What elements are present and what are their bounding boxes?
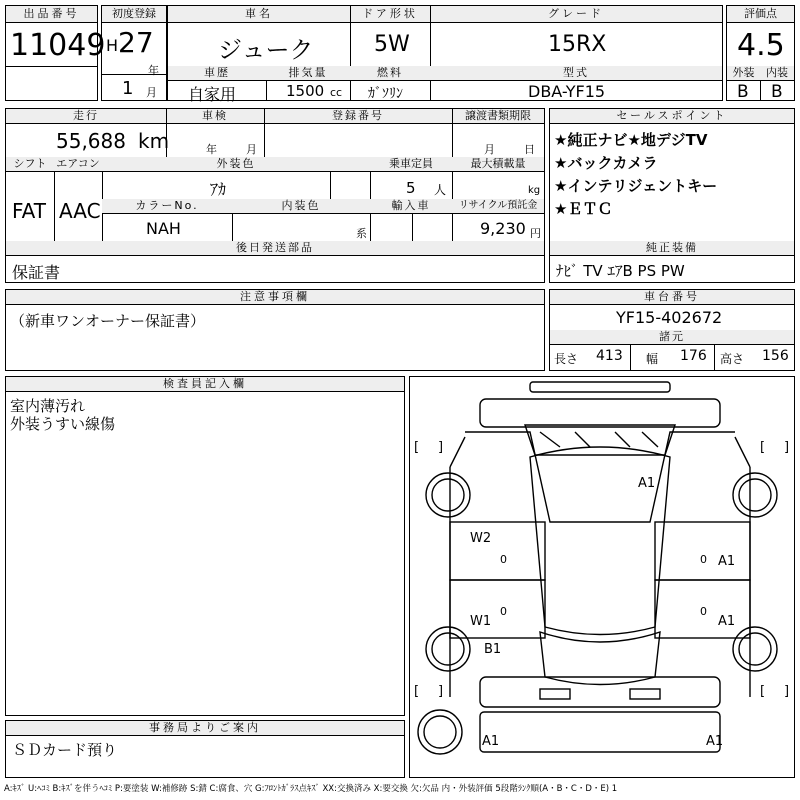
sales-label: セールスポイント [550, 109, 794, 124]
inspector-box [5, 376, 405, 716]
mileage-unit: km [138, 129, 170, 153]
equip-label: 純正装備 [550, 241, 794, 255]
office-box [5, 720, 405, 778]
grade: 15RX [548, 32, 607, 57]
car-name: ジューク [218, 36, 314, 64]
later-label: 後日発送部品 [6, 241, 544, 255]
car-box [167, 5, 723, 104]
notes-label: 注意事項欄 [6, 290, 544, 305]
bracket-right: ] [438, 684, 444, 699]
chassis-number: YF15-402672 [616, 308, 723, 327]
first-reg-box [101, 5, 167, 101]
exterior-grade: B [737, 82, 749, 102]
mark-w1: W1 [470, 614, 492, 629]
exterior-label: 外装 [727, 66, 760, 80]
inspection-label: 車検 [166, 109, 264, 123]
dims-label: 諸元 [550, 330, 794, 344]
history-label: 車歴 [168, 66, 266, 80]
mark-b1: B1 [484, 642, 502, 657]
shift: FAT [12, 199, 47, 223]
width-value: 176 [680, 348, 707, 364]
score-box [726, 5, 795, 101]
mark-zero: 0 [700, 605, 707, 618]
lot-number: 11049 [10, 28, 106, 63]
bracket-left: [ [760, 440, 766, 455]
recycle-unit: 円 [530, 227, 541, 240]
inspection-month-unit: 月 [246, 143, 257, 156]
transfer-label: 譲渡書類期限 [452, 109, 544, 123]
color-number: NAH [146, 219, 181, 238]
bracket-right: ] [784, 440, 790, 455]
aircon: AAC [59, 199, 101, 223]
score: 4.5 [737, 28, 785, 63]
recycle-fee: 9,230 [480, 219, 526, 238]
damage-diagram [409, 376, 795, 778]
sales-box [549, 108, 795, 283]
interior-label: 内装 [760, 66, 794, 80]
mileage: 55,688 [56, 129, 126, 153]
regno-label: 登録番号 [264, 109, 452, 123]
notes-box [5, 289, 545, 371]
legend: A:ｷｽﾞ U:ﾍｺﾐ B:ｷｽﾞを伴うﾍｺﾐ P:要塗装 W:補修跡 S:錆 C:腐食、穴 G:ﾌﾛﾝﾄｶﾞﾗｽ点ｷｽﾞ XX:交換済み X:要交換 欠:欠品 内・外装評価 5段階ﾗﾝｸ順(A・B・C・D・E) 1 [4, 784, 618, 794]
mark-right-rear: A1 [718, 614, 736, 629]
sales-item: ★インテリジェントキー [554, 177, 718, 195]
length-value: 413 [596, 348, 623, 364]
chassis-label: 車台番号 [550, 290, 794, 305]
lot-label: 出品番号 [6, 6, 97, 23]
sales-item: ★ＥＴＣ [554, 200, 613, 218]
chassis-box [549, 289, 795, 371]
displacement-label: 排気量 [266, 66, 350, 80]
sales-item: ★純正ナビ★地デジTV [554, 131, 708, 149]
fuel: ｶﾞｿﾘﾝ [368, 86, 403, 102]
transfer-day-unit: 日 [524, 143, 535, 156]
mark-zero: 0 [500, 553, 507, 566]
mark-bumper-left: A1 [482, 734, 500, 749]
history: 自家用 [188, 85, 237, 104]
bracket-right: ] [784, 684, 790, 699]
interior-grade: B [771, 82, 783, 102]
bracket-left: [ [760, 684, 766, 699]
era: H [106, 36, 119, 55]
score-label: 評価点 [727, 6, 794, 23]
car-name-label: 車名 [168, 6, 350, 22]
load-label: 最大積載量 [452, 157, 544, 171]
width-label: 幅 [646, 352, 659, 366]
mark-w2: W2 [470, 531, 492, 546]
office-text: ＳＤカード預り [12, 741, 118, 759]
height-value: 156 [762, 348, 789, 364]
aircon-label: エアコン [54, 157, 102, 171]
sales-item: ★バックカメラ [554, 154, 658, 172]
transfer-month-unit: 月 [484, 143, 495, 156]
mark-zero: 0 [500, 605, 507, 618]
color-label: 外装色 [102, 157, 370, 171]
mark-bumper-right: A1 [706, 734, 724, 749]
door-type: 5W [374, 32, 410, 57]
bracket-left: [ [414, 684, 420, 699]
first-reg-label: 初度登録 [102, 6, 166, 23]
grade-label: グレード [430, 6, 722, 22]
year-unit: 年 [148, 64, 159, 77]
inspector-label: 検査員記入欄 [6, 377, 404, 392]
mark-right-front: A1 [718, 554, 736, 569]
later-items: 保証書 [12, 263, 61, 282]
capacity-label: 乗車定員 [370, 157, 452, 171]
equipment: ﾅﾋﾞ TV ｴｱB PS PW [556, 262, 685, 280]
displacement-unit: cc [330, 86, 343, 99]
mark-zero: 0 [700, 553, 707, 566]
details-box [5, 108, 545, 283]
length-label: 長さ [554, 352, 579, 366]
month-unit: 月 [146, 86, 157, 99]
inspector-line: 外装うすい線傷 [10, 415, 116, 433]
bracket-right: ] [438, 440, 444, 455]
int-color-unit: 系 [356, 227, 367, 240]
model-label: 型式 [430, 66, 722, 80]
lot-box [5, 5, 106, 101]
door-label: ドア形状 [350, 6, 430, 22]
import-label: 輸入車 [370, 199, 452, 213]
office-label: 事務局よりご案内 [6, 721, 404, 736]
reg-year: 27 [118, 26, 154, 59]
displacement: 1500 [286, 82, 325, 100]
model-code: DBA-YF15 [528, 82, 606, 101]
bracket-left: [ [414, 440, 420, 455]
int-color-label: 内装色 [232, 199, 370, 213]
inspection-year-unit: 年 [206, 143, 217, 156]
mileage-label: 走行 [6, 109, 166, 123]
exterior-color: ｱｶ [210, 180, 227, 199]
capacity-unit: 人 [434, 183, 447, 197]
fuel-label: 燃料 [350, 66, 430, 80]
inspector-line: 室内薄汚れ [10, 397, 86, 415]
shift-label: シフト [6, 157, 54, 171]
reg-month: 1 [122, 78, 134, 99]
recycle-label: リサイクル預託金 [452, 199, 544, 213]
notes-text: （新車ワンオーナー保証書） [10, 312, 206, 330]
color-no-label: カラーNo. [102, 199, 232, 213]
mark-hood: A1 [638, 476, 656, 491]
capacity: 5 [406, 179, 416, 197]
load-unit: kg [528, 185, 541, 196]
height-label: 高さ [720, 352, 745, 366]
